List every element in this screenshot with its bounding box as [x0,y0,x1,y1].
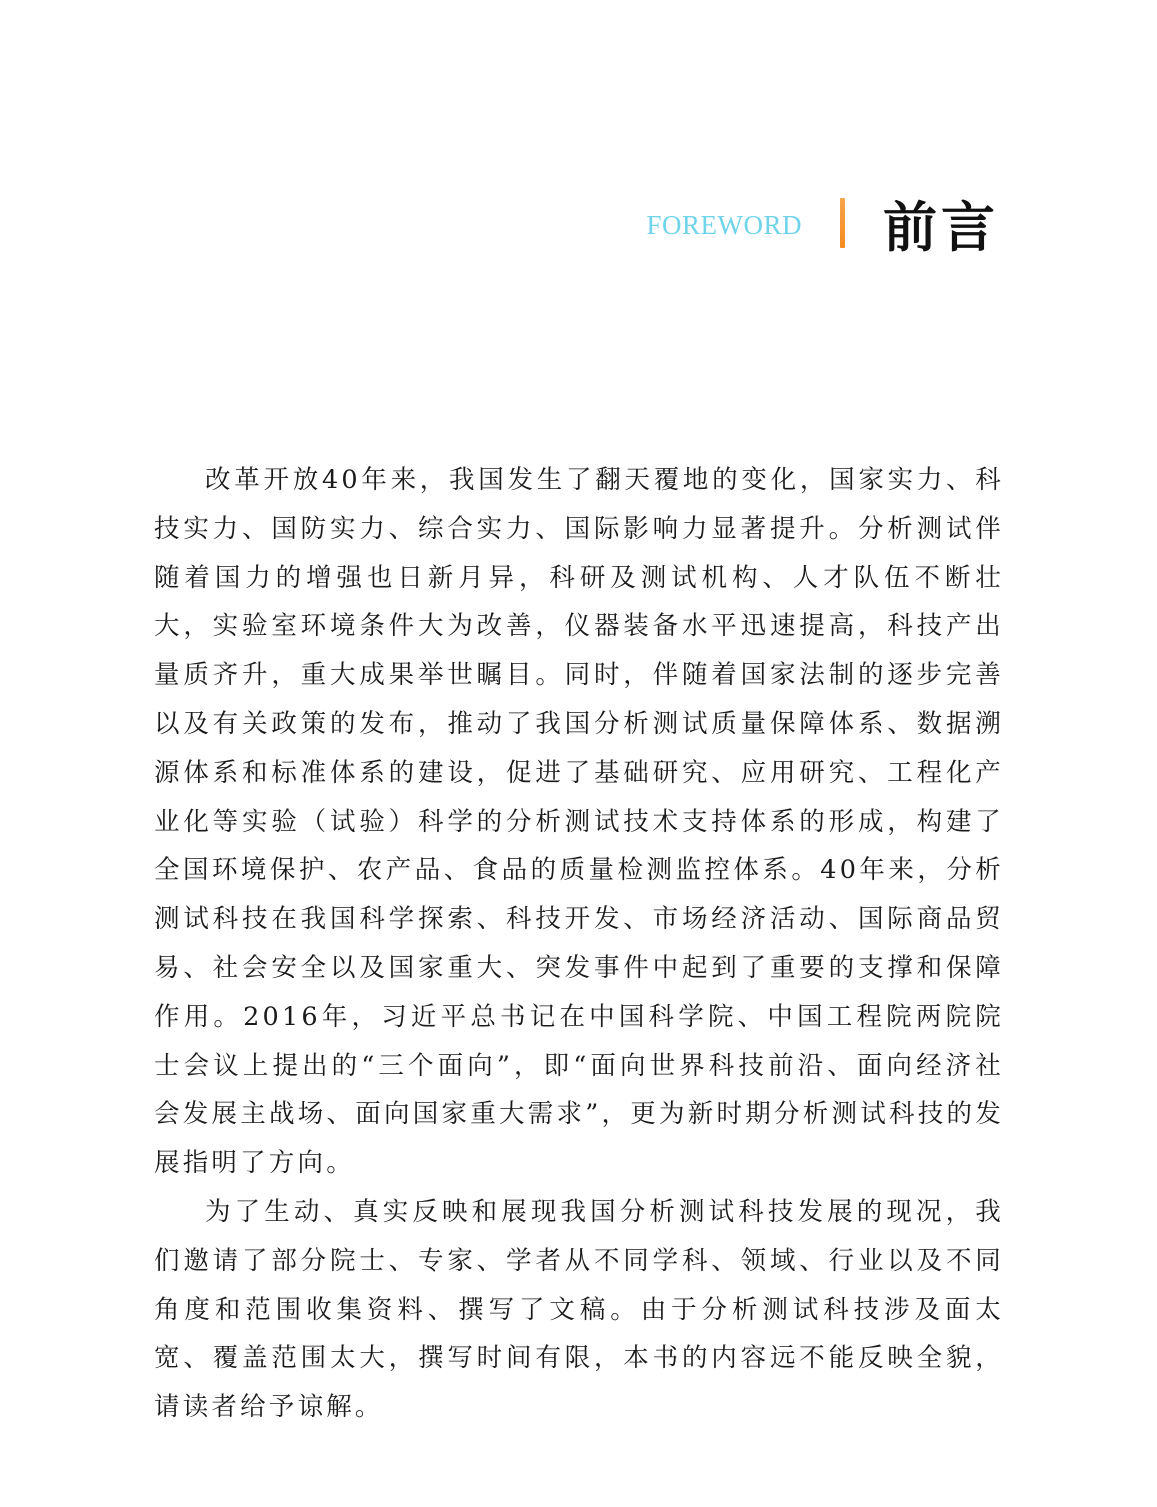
foreword-body [154,456,1004,1432]
chinese-title: 前言 [883,194,999,259]
paragraph-1: 改革开放40年来，我国发生了翻天覆地的变化，国家实力、科技实力、国防实力、综合实力、国际影响力显著提升。分析测试伴随着国力的增强也日新月异，科研及测试机构、人才队伍不断壮大，实验室环境条件大为改善，仪器装备水平迅速提高，科技产出量质齐升，重大成果举世瞩目。同时，伴随着国家法制的逐步完善以及有关政策的发布，推动了我国分析测试质量保障体系、数据溯源体系和标准体系的建设，促进了基础研究、应用研究、工程化产业化等实验（试验）科学的分析测试技术支持体系的形成，构建了全国环境保护、农产品、食品的质量检测监控体系。40年来，分析测试科技在我国科学探索、科技开发、市场经济活动、国际商品贸易、社会安全以及国家重大、突发事件中起到了重要的支撑和保障作用。2016年，习近平总书记在中国科学院、中国工程院两院院士会议上提出的“三个面向”，即“面向世界科技前沿、面向经济社会发展主战场、面向国家重大需求”，更为新时期分析测试科技的发展指明了方向。 [154,465,1004,1179]
paragraph-2: 为了生动、真实反映和展现我国分析测试科技发展的现况，我们邀请了部分院士、专家、学者从不同学科、领域、行业以及不同角度和范围收集资料、撰写了文稿。由于分析测试科技涉及面太宽、覆盖范围太大，撰写时间有限，本书的内容远不能反映全貌，请读者给予谅解。 [154,1196,1004,1423]
foreword-header [646,188,999,258]
divider-bar [840,198,845,248]
english-title: FOREWORD [646,209,802,240]
